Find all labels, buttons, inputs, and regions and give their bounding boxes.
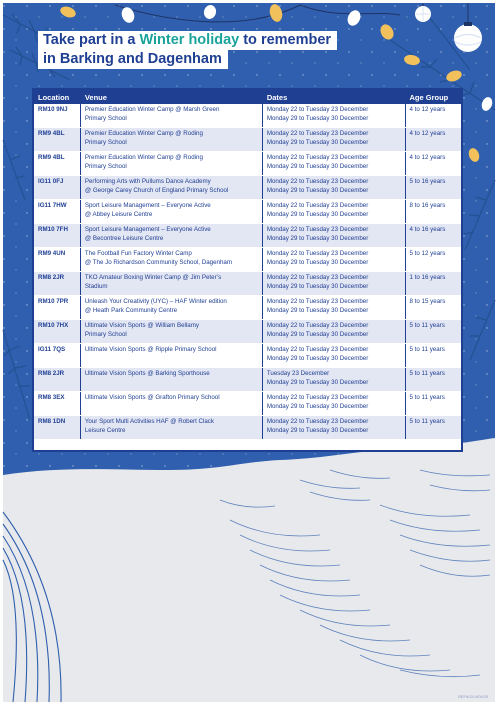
cell-dates-text: Monday 22 to Tuesday 23 December — [266, 154, 369, 161]
cell-venue — [80, 320, 262, 344]
cell-dates — [262, 152, 405, 176]
cell-dates — [262, 176, 405, 200]
cell-age-group — [405, 392, 461, 416]
table-row — [34, 128, 461, 152]
cell-dates-text: Tuesday 23 December — [266, 370, 330, 377]
cell-age-group — [405, 224, 461, 248]
cell-dates-text: Monday 22 to Tuesday 23 December — [266, 274, 369, 281]
cell-venue-text: @ The Jo Richardson Community School, Dagenham — [84, 258, 233, 266]
cell-venue-text: Ultimate Vision Sports @ Barking Sporthouse — [84, 370, 210, 377]
cell-age-group — [405, 344, 461, 368]
title-highlight: Winter holiday — [139, 32, 240, 48]
cell-age-group-text: 1 to 16 years — [409, 274, 446, 281]
cell-venue-text: The Football Fun Factory Winter Camp — [84, 250, 192, 257]
cell-dates-text: Monday 22 to Tuesday 23 December — [266, 178, 369, 185]
cell-location-text: RM9 4BL — [38, 154, 65, 161]
cell-venue — [80, 392, 262, 416]
cell-dates-text: Monday 22 to Tuesday 23 December — [266, 394, 369, 401]
cell-venue-text: Premier Education Winter Camp @ Roding — [84, 154, 203, 161]
cell-venue — [80, 176, 262, 200]
cell-location — [34, 128, 80, 152]
cell-venue-text: @ Heath Park Community Centre — [84, 306, 178, 314]
cell-dates-text: Monday 29 to Tuesday 30 December — [266, 186, 369, 194]
cell-location — [34, 104, 80, 128]
cell-location-text: RM8 1DN — [38, 418, 66, 425]
table-row — [34, 368, 461, 392]
cell-age-group-text: 4 to 16 years — [409, 226, 446, 233]
cell-dates — [262, 104, 405, 128]
cell-age-group-text: 5 to 11 years — [409, 418, 445, 425]
cell-dates-text: Monday 29 to Tuesday 30 December — [266, 426, 369, 434]
title-line-2: in Barking and Dagenham — [38, 50, 228, 69]
schedule-table — [34, 90, 461, 440]
cell-location — [34, 344, 80, 368]
cell-age-group — [405, 200, 461, 224]
cell-age-group-text: 4 to 12 years — [409, 154, 446, 161]
header-age-group: Age Group — [405, 90, 461, 104]
table-row — [34, 224, 461, 248]
cell-venue — [80, 104, 262, 128]
cell-venue — [80, 272, 262, 296]
cell-location-text: RM10 7HX — [38, 322, 69, 329]
cell-location-text: RM10 7FH — [38, 226, 68, 233]
cell-dates-text: Monday 29 to Tuesday 30 December — [266, 138, 369, 146]
header-location: Location — [34, 90, 80, 104]
cell-age-group-text: 5 to 11 years — [409, 394, 445, 401]
cell-age-group-text: 8 to 16 years — [409, 202, 446, 209]
header-venue: Venue — [80, 90, 262, 104]
cell-venue-text: Primary School — [84, 138, 127, 146]
cell-venue-text: Performing Arts with Pullums Dance Academy — [84, 178, 211, 185]
cell-dates-text: Monday 29 to Tuesday 30 December — [266, 330, 369, 338]
cell-venue-text: Leisure Centre — [84, 426, 126, 434]
cell-venue-text: Unleash Your Creativity (UYC) – HAF Winter edition — [84, 298, 227, 305]
holiday-schedule-table — [32, 88, 463, 452]
cell-age-group-text: 5 to 11 years — [409, 322, 445, 329]
cell-age-group — [405, 104, 461, 128]
cell-age-group — [405, 416, 461, 440]
table-row — [34, 344, 461, 368]
cell-location — [34, 368, 80, 392]
cell-venue — [80, 296, 262, 320]
table-row — [34, 296, 461, 320]
cell-venue-text: Ultimate Vision Sports @ Ripple Primary School — [84, 346, 217, 353]
table-row — [34, 152, 461, 176]
cell-dates-text: Monday 22 to Tuesday 23 December — [266, 106, 369, 113]
cell-dates — [262, 272, 405, 296]
cell-location-text: IG11 0FJ — [38, 178, 64, 185]
cell-dates-text: Monday 29 to Tuesday 30 December — [266, 354, 369, 362]
cell-dates — [262, 248, 405, 272]
cell-location — [34, 320, 80, 344]
table-row — [34, 320, 461, 344]
cell-dates — [262, 416, 405, 440]
cell-venue-text: Ultimate Vision Sports @ William Bellamy — [84, 322, 199, 329]
cell-venue-text: Premier Education Winter Camp @ Roding — [84, 130, 203, 137]
cell-location-text: RM10 9NJ — [38, 106, 68, 113]
cell-dates — [262, 392, 405, 416]
cell-dates — [262, 320, 405, 344]
cell-age-group — [405, 296, 461, 320]
cell-location — [34, 416, 80, 440]
cell-venue-text: Primary School — [84, 162, 127, 170]
cell-dates-text: Monday 22 to Tuesday 23 December — [266, 250, 369, 257]
cell-venue-text: Stadium — [84, 282, 108, 290]
cell-location-text: RM9 4BL — [38, 130, 65, 137]
cell-dates-text: Monday 22 to Tuesday 23 December — [266, 130, 369, 137]
cell-venue-text: @ George Carey Church of England Primary School — [84, 186, 229, 194]
title-line-1 — [38, 31, 337, 50]
cell-location — [34, 224, 80, 248]
cell-age-group — [405, 248, 461, 272]
cell-venue — [80, 152, 262, 176]
table-header-row — [34, 90, 461, 104]
cell-location — [34, 248, 80, 272]
cell-dates-text: Monday 22 to Tuesday 23 December — [266, 418, 369, 425]
cell-dates-text: Monday 29 to Tuesday 30 December — [266, 258, 369, 266]
table-row — [34, 416, 461, 440]
cell-venue — [80, 368, 262, 392]
cell-age-group — [405, 176, 461, 200]
cell-dates-text: Monday 22 to Tuesday 23 December — [266, 202, 369, 209]
cell-venue-text: Sport Leisure Management – Everyone Active — [84, 202, 211, 209]
cell-venue-text: Premier Education Winter Camp @ Marsh Green — [84, 106, 220, 113]
table-row — [34, 248, 461, 272]
cell-venue-text: Sport Leisure Management – Everyone Active — [84, 226, 211, 233]
cell-age-group-text: 5 to 12 years — [409, 250, 446, 257]
cell-location — [34, 200, 80, 224]
cell-dates — [262, 296, 405, 320]
cell-dates-text: Monday 29 to Tuesday 30 December — [266, 234, 369, 242]
cell-venue-text: @ Abbey Leisure Centre — [84, 210, 153, 218]
title-text-pre: Take part in a — [43, 32, 140, 48]
cell-dates-text: Monday 22 to Tuesday 23 December — [266, 322, 369, 329]
cell-location — [34, 152, 80, 176]
cell-venue-text: Primary School — [84, 330, 127, 338]
cell-age-group — [405, 272, 461, 296]
cell-location — [34, 176, 80, 200]
cell-venue — [80, 416, 262, 440]
cell-dates-text: Monday 29 to Tuesday 30 December — [266, 114, 369, 122]
cell-venue-text: Primary School — [84, 114, 127, 122]
cell-location-text: IG11 7QS — [38, 346, 66, 353]
cell-venue — [80, 224, 262, 248]
cell-dates — [262, 344, 405, 368]
cell-dates-text: Monday 29 to Tuesday 30 December — [266, 306, 369, 314]
header-dates: Dates — [262, 90, 405, 104]
cell-age-group-text: 4 to 12 years — [409, 106, 446, 113]
table-row — [34, 176, 461, 200]
cell-dates-text: Monday 29 to Tuesday 30 December — [266, 378, 369, 386]
cell-dates-text: Monday 29 to Tuesday 30 December — [266, 282, 369, 290]
cell-dates-text: Monday 29 to Tuesday 30 December — [266, 210, 369, 218]
cell-age-group — [405, 368, 461, 392]
cell-venue — [80, 128, 262, 152]
cell-dates — [262, 128, 405, 152]
cell-dates-text: Monday 29 to Tuesday 30 December — [266, 402, 369, 410]
cell-age-group-text: 8 to 15 years — [409, 298, 446, 305]
cell-age-group — [405, 128, 461, 152]
cell-dates-text: Monday 22 to Tuesday 23 December — [266, 226, 369, 233]
title-text-post: to remember — [239, 32, 332, 48]
cell-dates-text: Monday 29 to Tuesday 30 December — [266, 162, 369, 170]
cell-dates — [262, 224, 405, 248]
snow-drift — [3, 438, 495, 702]
cell-location-text: RM8 2JR — [38, 274, 65, 281]
cell-venue-text: Your Sport Multi Activities HAF @ Robert Clack — [84, 418, 214, 425]
cell-age-group — [405, 320, 461, 344]
cell-venue-text: TKO Amateur Boxing Winter Camp @ Jim Peter’s — [84, 274, 222, 281]
cell-dates — [262, 368, 405, 392]
cell-location-text: RM10 7PR — [38, 298, 69, 305]
cell-location — [34, 392, 80, 416]
table-row — [34, 200, 461, 224]
cell-dates-text: Monday 22 to Tuesday 23 December — [266, 298, 369, 305]
cell-venue-text: Ultimate Vision Sports @ Grafton Primary School — [84, 394, 220, 401]
table-row — [34, 392, 461, 416]
cell-age-group-text: 4 to 12 years — [409, 130, 446, 137]
table-row — [34, 104, 461, 128]
table-row — [34, 272, 461, 296]
reference-code: REF6/24 NOV25 — [457, 694, 488, 699]
cell-venue — [80, 344, 262, 368]
cell-location-text: RM8 2JR — [38, 370, 65, 377]
cell-location-text: RM9 4UN — [38, 250, 66, 257]
cell-age-group — [405, 152, 461, 176]
cell-age-group-text: 5 to 11 years — [409, 370, 445, 377]
cell-venue — [80, 248, 262, 272]
cell-venue — [80, 200, 262, 224]
cell-location-text: IG11 7HW — [38, 202, 67, 209]
cell-location — [34, 272, 80, 296]
cell-age-group-text: 5 to 11 years — [409, 346, 445, 353]
cell-age-group-text: 5 to 16 years — [409, 178, 446, 185]
cell-location-text: RM8 3EX — [38, 394, 65, 401]
cell-dates — [262, 200, 405, 224]
cell-location — [34, 296, 80, 320]
cell-dates-text: Monday 22 to Tuesday 23 December — [266, 346, 369, 353]
cell-venue-text: @ Becontree Leisure Centre — [84, 234, 164, 242]
